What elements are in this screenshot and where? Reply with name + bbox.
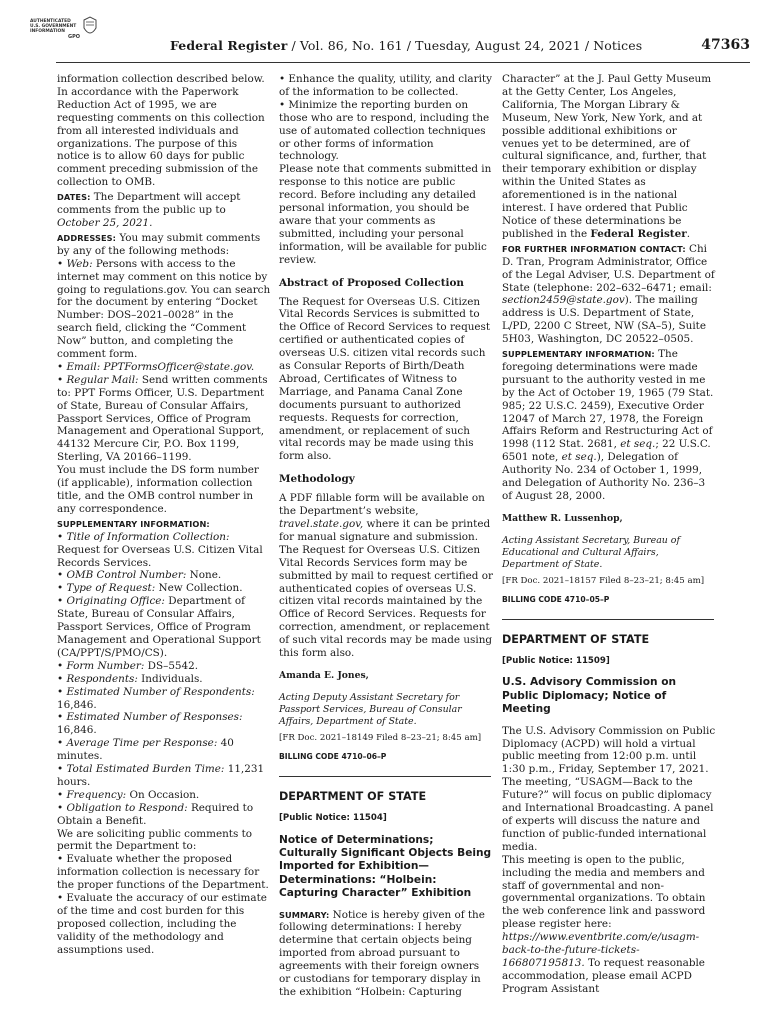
column-2 xyxy=(279,73,493,999)
list-item: • Minimize the reporting burden on those who are to respond, including the use of automated collection techniques or other forms of information technology. xyxy=(279,98,490,163)
addresses-paragraph: ADDRESSES: You may submit comments by any of the following methods: xyxy=(57,231,261,257)
summary-paragraph: SUMMARY: Notice is hereby given of the following determinations: I hereby determine that certain objects being imported from abroad pursuant to agreements with their foreign owners or custodians for temporary display in the exhibition “Holbein: Capturing xyxy=(279,908,485,998)
paragraph: A PDF fillable form will be available on the Department’s website, travel.state.gov, where it can be printed for manual signature and submission. The Request for Overseas U.S. Citizen Vital Records Services form may be submitted by mail to request certified or authenticated copies of overseas U.S. citizen vital records maintained by the Office of Record Services. Requests for correction, amendment, or replacement of such vital records may be made using this form also. xyxy=(279,492,493,660)
email-bullet: • Email: PPTFormsOfficer@state.gov. xyxy=(57,360,255,373)
paragraph: The Request for Overseas U.S. Citizen Vital Records Services is submitted to the Office of Record Services to request certified or authenticated copies of overseas U.S. citizen vital records such as Consular Reports of Birth/Death Abroad, Certificates of Witness to Marriage, and Panama Canal Zone documents pursuant to authorized requests. Requests for correction, amendment, or replacement of such vital records may be made using this form also. xyxy=(279,295,491,463)
list-item: • Estimated Number of Responses: 16,846. xyxy=(57,711,243,737)
list-item: • Total Estimated Burden Time: 11,231 hours. xyxy=(57,763,265,788)
paragraph: Character” at the J. Paul Getty Museum at the Getty Center, Los Angeles, California, The Morgan Library & Museum, New York, New York, and at possible additional exhibitions or venues yet to be determined, are of cultural significance, and, further, that their temporary exhibition or display within the United States as aforementioned is in the national interest. I have ordered that Public Notice of these determinations be published in the Federal Register. xyxy=(502,73,712,240)
list-item: • Frequency: On Occasion. xyxy=(57,788,200,801)
billing-code: BILLING CODE 4710–06–P xyxy=(279,751,387,761)
list-item: • Enhance the quality, utility, and clarity of the information to be collected. xyxy=(279,73,492,98)
list-item: • Title of Information Collection: Request for Overseas U.S. Citizen Vital Records Services. xyxy=(57,530,263,569)
seal-icon xyxy=(28,16,98,42)
billing-code: BILLING CODE 4710–05–P xyxy=(502,594,610,604)
supplementary-label: SUPPLEMENTARY INFORMATION: xyxy=(57,518,210,529)
department-heading: DEPARTMENT OF STATE xyxy=(279,789,427,803)
list-item: • Estimated Number of Respondents: 16,846. xyxy=(57,685,255,711)
gpo-authenticated-seal xyxy=(28,16,98,42)
paragraph: The U.S. Advisory Commission on Public Diplomacy (ACPD) will hold a virtual public meeting from 12:00 p.m. until 1:30 p.m., Friday, September 17, 2021. The meeting, “USAGM—Back to the Future?” will focus on public diplomacy and International Broadcasting. A panel of experts will discuss the nature and function of public-funded international media. xyxy=(502,724,716,853)
publication-title: Federal Register xyxy=(170,38,288,53)
paragraph: Please note that comments submitted in response to this notice are public record. Before including any detailed personal information, you should be aware that your comments as submitted, including your personal information, will be available for public review. xyxy=(279,163,492,266)
list-item: • Evaluate whether the proposed information collection is necessary for the proper functions of the Department. xyxy=(57,853,269,892)
svg-text:U.S. GOVERNMENT: U.S. GOVERNMENT xyxy=(30,24,77,29)
issue-info: / Vol. 86, No. 161 / Tuesday, August 24, 2021 / Notices xyxy=(287,38,643,53)
column-3 xyxy=(502,73,716,996)
paragraph: You must include the DS form number (if applicable), information collection title, and the OMB control number in any correspondence. xyxy=(57,464,259,515)
list-item: • Average Time per Response: 40 minutes. xyxy=(57,737,234,763)
list-item: • Originating Office: Department of State, Bureau of Consular Affairs, Passport Services, Office of Program Management and Operational Support (CA/PPT/S/PMO/CS). xyxy=(57,595,261,659)
paragraph: We are soliciting public comments to permit the Department to: xyxy=(57,827,253,853)
page-number: 47363 xyxy=(701,37,750,53)
list-item: • OMB Control Number: None. xyxy=(57,569,222,582)
list-item: • Obligation to Respond: Required to Obtain a Benefit. xyxy=(57,801,254,827)
supplementary-paragraph: SUPPLEMENTARY INFORMATION: The foregoing determinations were made pursuant to the authority vested in me by the Act of October 19, 1965 (79 Stat. 985; 22 U.S.C. 2459), Executive Order 12047 of March 27, 1978, the Foreign Affairs Reform and Restructuring Act of 1998 (112 Stat. 2681, et seq.; 22 U.S.C. 6501 note, et seq.), Delegation of Authority No. 234 of October 1, 1999, and Delegation of Authority No. 236–3 of August 28, 2000. xyxy=(502,348,714,502)
paragraph: information collection described below. In accordance with the Paperwork Reduction Act of 1995, we are requesting comments on this collection from all interested individuals and organizations. The purpose of this notice is to allow 60 days for public comment preceding submission of the collection to OMB. xyxy=(57,73,265,189)
notice-title: Notice of Determinations; Culturally Significant Objects Being Imported for Exhibition—Determinations: “Holbein: Capturing Character” Exhibition xyxy=(279,833,492,900)
running-header xyxy=(170,38,643,60)
signer-title: Acting Assistant Secretary, Bureau of Educational and Cultural Affairs, Department of State. xyxy=(502,534,680,570)
list-item: • Evaluate the accuracy of our estimate of the time and cost burden for this proposed collection, including the validity of the methodology and assumptions used. xyxy=(57,892,267,956)
fr-doc-line: [FR Doc. 2021–18149 Filed 8–23–21; 8:45 am] xyxy=(279,732,482,743)
svg-text:INFORMATION: INFORMATION xyxy=(30,29,65,34)
notice-title: U.S. Advisory Commission on Public Diplomacy; Notice of Meeting xyxy=(502,676,677,716)
contact-paragraph: FOR FURTHER INFORMATION CONTACT: Chi D. Tran, Program Administrator, Office of the Legal Adviser, U.S. Department of State (telephone: 202–632–6471; email: section2459@state.gov). The mailing address is U.S. Department of State, L/PD, 2200 C Street, NW (SA–5), Suite 5H03, Washington, DC 20522–0505. xyxy=(502,242,715,346)
web-bullet: • Web: Persons with access to the internet may comment on this notice by going to regulations.gov. You can search for the document by entering “Docket Number: DOS–2021–0028” in the search field, clicking the “Comment Now” button, and completing the comment form. xyxy=(57,257,271,361)
svg-text:AUTHENTICATED: AUTHENTICATED xyxy=(30,19,71,24)
svg-text:GPO: GPO xyxy=(68,34,81,40)
public-notice-number: [Public Notice: 11509] xyxy=(502,655,610,666)
department-heading: DEPARTMENT OF STATE xyxy=(502,632,650,646)
section-heading: Methodology xyxy=(279,473,355,486)
list-item: • Respondents: Individuals. xyxy=(57,672,203,685)
signer-name: Matthew R. Lussenhop, xyxy=(502,512,623,524)
header-rule xyxy=(56,62,750,63)
mail-bullet: • Regular Mail: Send written comments to: PPT Forms Officer, U.S. Department of State, Bureau of Consular Affairs, Passport Services, Office of Program Management and Operational Support, 44132 Mercure Cir, P.O. Box 1199, Sterling, VA 20166–1199. xyxy=(57,373,268,464)
paragraph: This meeting is open to the public, including the media and members and staff of governmental and non-governmental organizations. To obtain the web conference link and password please register here: https://www.eventbrite.com/e/usagm-back-to-the-future-tickets-166807195813. To request reasonable accommodation, please email ACPD Program Assistant xyxy=(502,853,706,995)
signer-name: Amanda E. Jones, xyxy=(279,669,369,681)
section-divider xyxy=(502,619,714,620)
fr-doc-line: [FR Doc. 2021–18157 Filed 8–23–21; 8:45 am] xyxy=(502,575,705,586)
list-item: • Form Number: DS–5542. xyxy=(57,659,199,672)
section-divider xyxy=(279,776,491,777)
dates-paragraph: DATES: The Department will accept comments from the public up to October 25, 2021. xyxy=(57,191,241,229)
list-item: • Type of Request: New Collection. xyxy=(57,582,243,595)
public-notice-number: [Public Notice: 11504] xyxy=(279,812,387,823)
section-heading: Abstract of Proposed Collection xyxy=(279,276,464,289)
signer-title: Acting Deputy Assistant Secretary for Passport Services, Bureau of Consular Affairs, Department of State. xyxy=(279,691,462,727)
column-1 xyxy=(57,73,271,957)
